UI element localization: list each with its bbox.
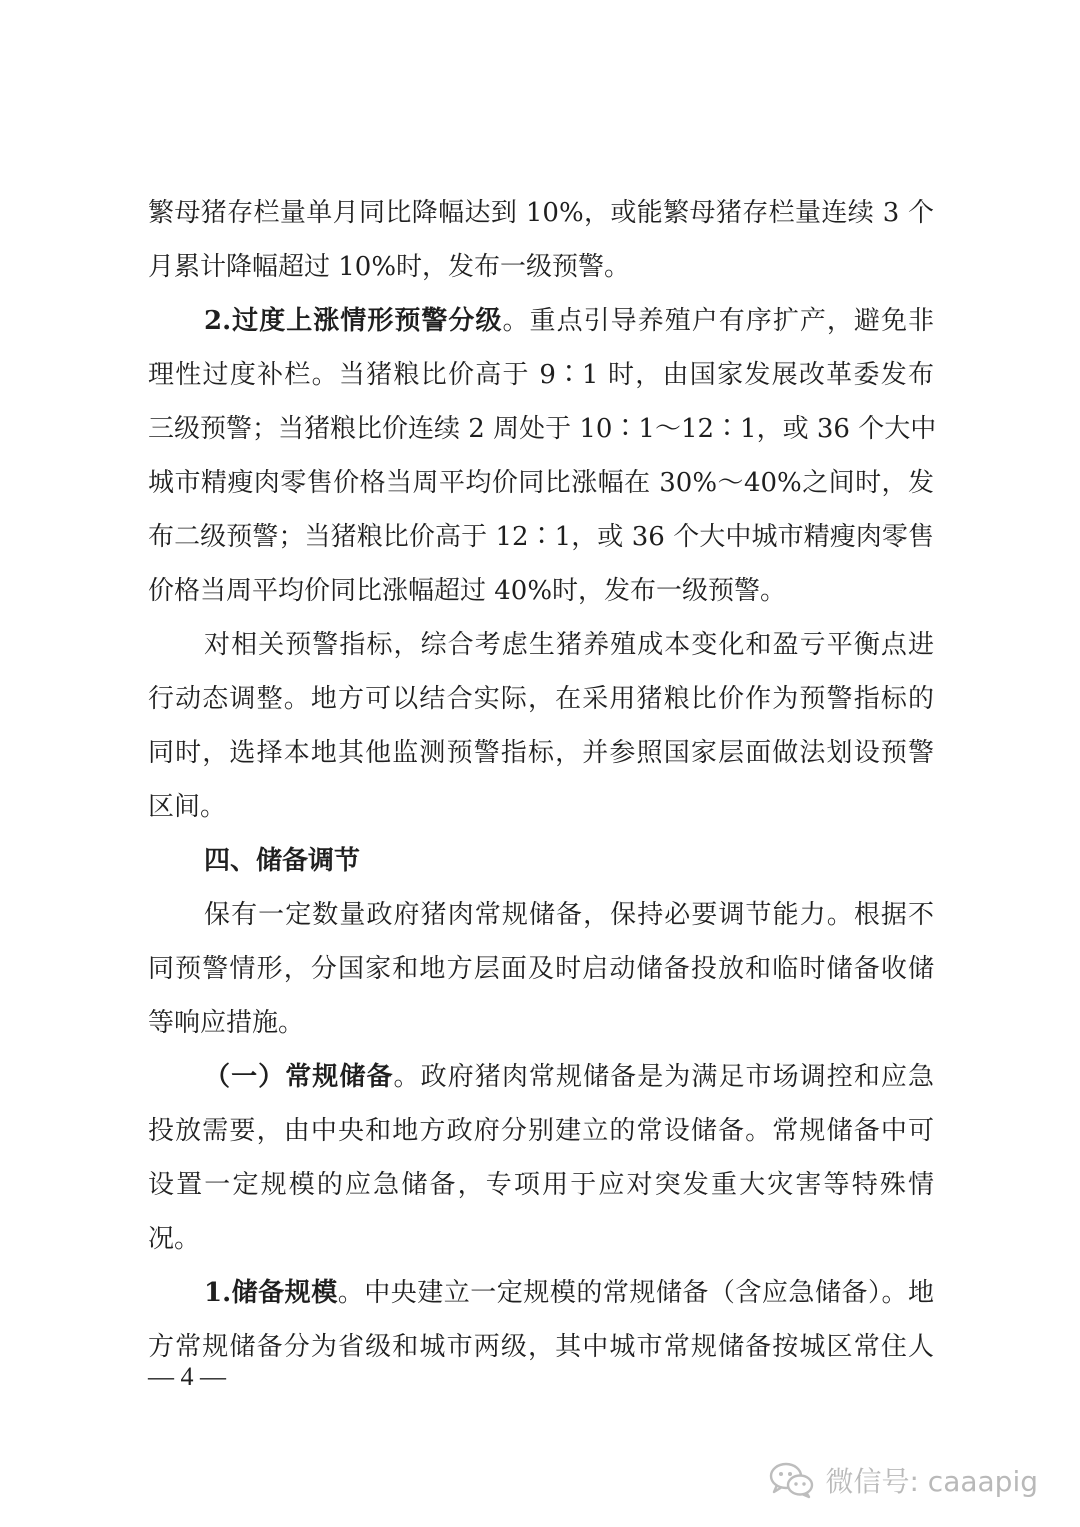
subheading-inline: （一）常规储备 bbox=[204, 1062, 394, 1092]
text-line: 区间。 bbox=[148, 792, 227, 822]
text-line bbox=[148, 1266, 934, 1320]
text-line: 同预警情形，分国家和地方层面及时启动储备投放和临时储备收储 bbox=[148, 954, 934, 984]
section-heading: 四、储备调节 bbox=[204, 846, 361, 876]
text-line: 保有一定数量政府猪肉常规储备，保持必要调节能力。根据不 bbox=[204, 900, 934, 930]
page-number: — 4 — bbox=[148, 1362, 226, 1391]
text-segment: 。重点引导养殖户有序扩产，避免非 bbox=[502, 306, 934, 336]
text-line: 布二级预警；当猪粮比价高于 12∶1，或 36 个大中城市精瘦肉零售 bbox=[148, 522, 934, 552]
text-line: 行动态调整。地方可以结合实际，在采用猪粮比价作为预警指标的 bbox=[148, 684, 934, 714]
document-page bbox=[148, 186, 937, 1374]
watermark-text: 微信号: caaapig bbox=[825, 1465, 1038, 1498]
text-line: 方常规储备分为省级和城市两级，其中城市常规储备按城区常住人 bbox=[148, 1332, 934, 1362]
wechat-icon bbox=[769, 1460, 815, 1500]
text-line: 对相关预警指标，综合考虑生猪养殖成本变化和盈亏平衡点进 bbox=[204, 630, 934, 660]
text-line: 等响应措施。 bbox=[148, 1008, 305, 1038]
text-line bbox=[148, 1050, 934, 1104]
text-line: 城市精瘦肉零售价格当周平均价同比涨幅在 30%～40%之间时，发 bbox=[148, 468, 934, 498]
subheading-inline: 1.储备规模 bbox=[204, 1278, 338, 1308]
text-line: 理性过度补栏。当猪粮比价高于 9∶1 时，由国家发展改革委发布 bbox=[148, 360, 934, 390]
text-line: 设置一定规模的应急储备，专项用于应对突发重大灾害等特殊情 bbox=[148, 1170, 934, 1200]
text-line bbox=[148, 294, 934, 348]
text-line: 况。 bbox=[148, 1224, 201, 1254]
text-line: 价格当周平均价同比涨幅超过 40%时，发布一级预警。 bbox=[148, 576, 787, 606]
text-segment: 。政府猪肉常规储备是为满足市场调控和应急 bbox=[393, 1062, 934, 1092]
text-line: 月累计降幅超过 10%时，发布一级预警。 bbox=[148, 252, 631, 282]
text-segment: 。中央建立一定规模的常规储备（含应急储备）。地 bbox=[337, 1278, 934, 1308]
text-line: 繁母猪存栏量单月同比降幅达到 10%，或能繁母猪存栏量连续 3 个 bbox=[148, 198, 934, 228]
text-line: 同时，选择本地其他监测预警指标，并参照国家层面做法划设预警 bbox=[148, 738, 934, 768]
watermark bbox=[769, 1452, 1038, 1508]
text-line: 三级预警；当猪粮比价连续 2 周处于 10∶1～12∶1，或 36 个大中 bbox=[148, 414, 937, 444]
subheading-inline: 2.过度上涨情形预警分级 bbox=[204, 306, 503, 336]
text-line: 投放需要，由中央和地方政府分别建立的常设储备。常规储备中可 bbox=[148, 1116, 934, 1146]
